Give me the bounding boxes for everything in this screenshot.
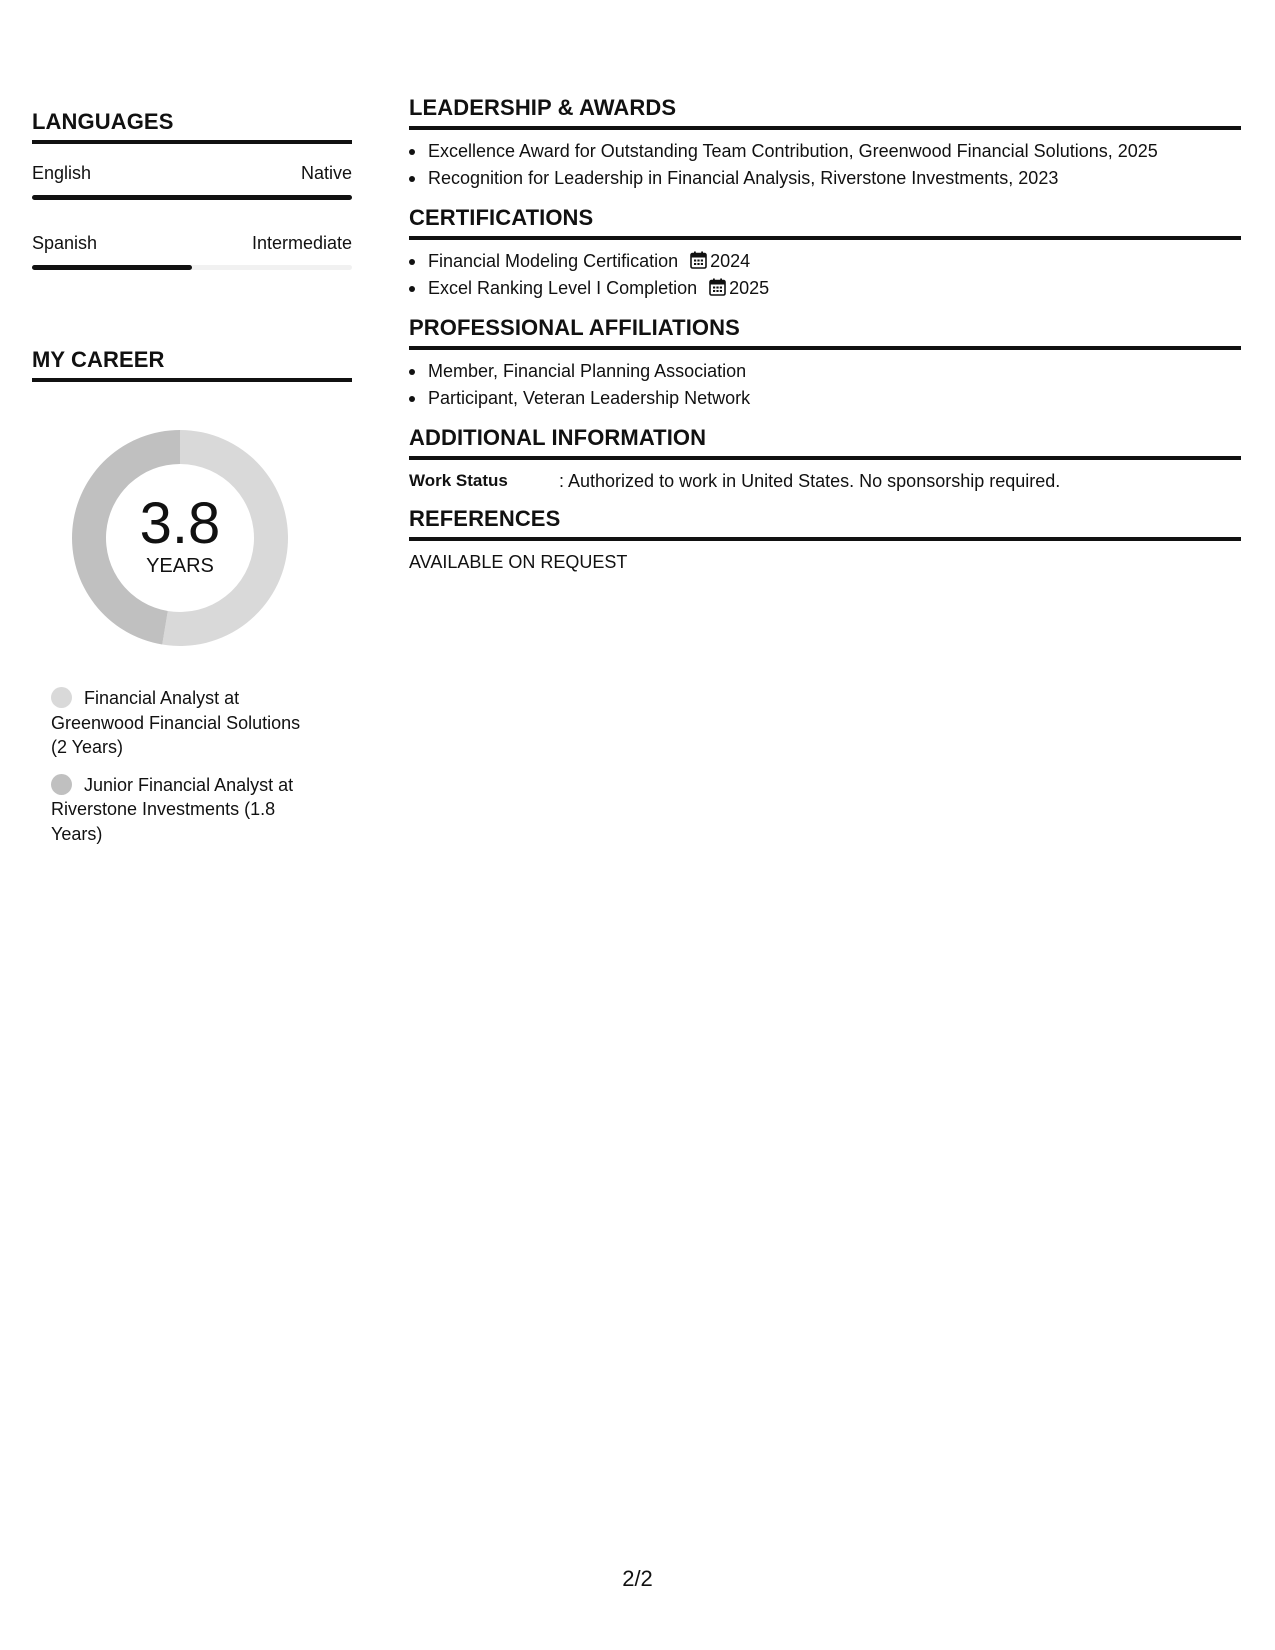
bullet-icon [409, 286, 415, 292]
certification-year: 2025 [729, 278, 770, 298]
right-column [409, 94, 1241, 586]
legend-color-dot [51, 687, 72, 708]
references-section [409, 505, 1241, 574]
calendar-icon [690, 251, 707, 269]
certification-name: Financial Modeling Certification [428, 251, 679, 271]
career-title: MY CAREER [32, 346, 352, 382]
list-item-text: Excellence Award for Outstanding Team Contribution, Greenwood Financial Solutions, 2025 [428, 141, 1158, 161]
affiliations-list [409, 358, 1241, 412]
legend-color-dot [51, 774, 72, 795]
languages-title: LANGUAGES [32, 108, 352, 144]
career-total-value: 3.8 [139, 491, 221, 556]
additional-title: ADDITIONAL INFORMATION [409, 424, 1241, 460]
references-text: AVAILABLE ON REQUEST [409, 552, 628, 572]
bullet-icon [409, 259, 415, 265]
certifications-section [409, 204, 1241, 302]
career-total-unit: YEARS [146, 555, 214, 577]
donut-center [66, 424, 294, 652]
career-donut-chart [66, 424, 294, 652]
leadership-list [409, 138, 1241, 192]
legend-label: Junior Financial Analyst at Riverstone Investments (1.8 Years) [51, 774, 294, 844]
language-proficiency-fill [32, 265, 192, 270]
language-proficiency-bar [32, 265, 352, 270]
bullet-icon [409, 396, 415, 402]
work-status-value: : Authorized to work in United States. No sponsorship required. [559, 471, 1061, 491]
work-status-label: Work Status [409, 471, 508, 490]
list-item-text: Member, Financial Planning Association [428, 361, 747, 381]
leadership-title: LEADERSHIP & AWARDS [409, 94, 1241, 130]
list-item-text: Recognition for Leadership in Financial Analysis, Riverstone Investments, 2023 [428, 168, 1059, 188]
list-item-text: Participant, Veteran Leadership Network [428, 388, 751, 408]
language-level: Intermediate [251, 233, 352, 253]
legend-item [51, 773, 321, 847]
career-legend [51, 686, 321, 846]
page-number: 2/2 [622, 1566, 653, 1591]
left-column [32, 108, 352, 859]
list-item [409, 248, 1241, 275]
language-name: Spanish [32, 233, 98, 253]
language-proficiency-bar [32, 195, 352, 200]
bullet-icon [409, 176, 415, 182]
language-proficiency-fill [32, 195, 352, 200]
language-name: English [32, 163, 92, 183]
list-item [409, 385, 1241, 412]
additional-section [409, 424, 1241, 493]
legend-item [51, 686, 321, 760]
language-row [32, 162, 352, 184]
certifications-list [409, 248, 1241, 302]
list-item [409, 275, 1241, 302]
affiliations-title: PROFESSIONAL AFFILIATIONS [409, 314, 1241, 350]
affiliations-section [409, 314, 1241, 412]
language-row [32, 232, 352, 254]
certification-year: 2024 [710, 251, 751, 271]
work-status-row [409, 469, 1241, 493]
certifications-title: CERTIFICATIONS [409, 204, 1241, 240]
references-title: REFERENCES [409, 505, 1241, 541]
leadership-section [409, 94, 1241, 192]
certification-name: Excel Ranking Level I Completion [428, 278, 698, 298]
bullet-icon [409, 369, 415, 375]
language-level: Native [300, 163, 352, 183]
calendar-icon [709, 278, 726, 296]
list-item [409, 165, 1241, 192]
bullet-icon [409, 149, 415, 155]
list-item [409, 138, 1241, 165]
legend-label: Financial Analyst at Greenwood Financial Solutions (2 Years) [51, 688, 301, 757]
list-item [409, 358, 1241, 385]
